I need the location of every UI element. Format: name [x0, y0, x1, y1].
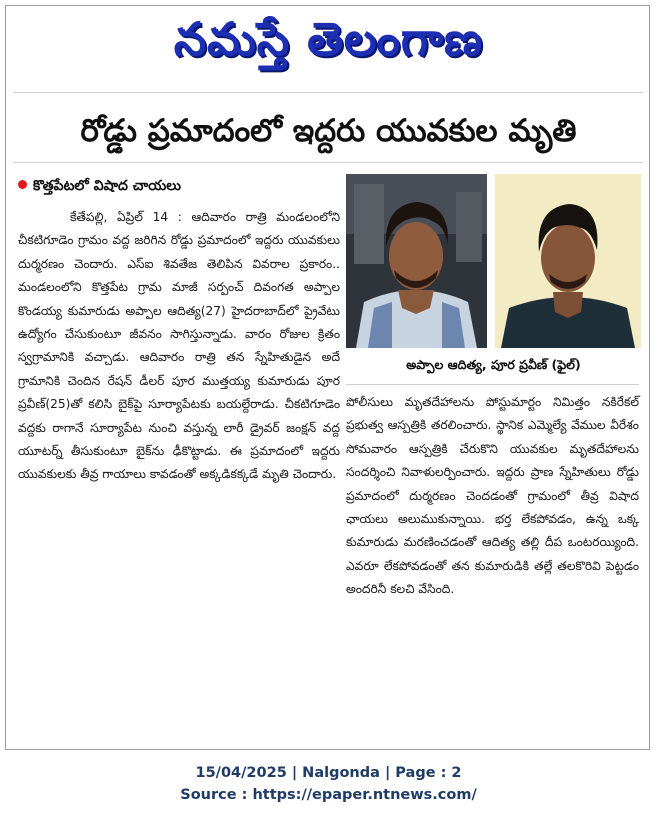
- article-subheading: [18, 176, 181, 196]
- subheading-text: కొత్తపేటలో విషాద చాయలు: [33, 178, 182, 194]
- photo-appala-aditya: [346, 174, 487, 348]
- newspaper-masthead: నమస్తే తెలంగాణ: [173, 12, 484, 66]
- body-paragraph-left: కేతేపల్లి, ఏప్రిల్ 14 : ఆదివారం రాత్రి మండలంలోని చీకటిగూడెం గ్రామం వద్ద జరిగిన రోడ్డు ప్రమాదంలో ఇద్దరు యువకులు దుర్మరణం చెందారు. ఎస్ఐ శివతేజ తెలిపిన వివరాల ప్రకారం.. మండలంలోని కొత్తపేట గ్రామ మాజీ సర్పంచ్ దివంగత అప్పాల కొండయ్య కుమారుడు అప్పాల ఆదిత్య(27) హైదరాబాద్‌లో ప్రైవేటు ఉద్యోగం చేసుకుంటూ జీవనం సాగిస్తున్నాడు. వారం రోజుల క్రితం స్వగ్రామానికి వచ్చాడు. ఆదివారం రాత్రి తన స్నేహితుడైన అదే గ్రామానికి చెందిన రేషన్ డీలర్ పూర ముత్తయ్య కుమారుడు పూర ప్రవీణ్(25)తో కలిసి బైక్‌పై సూర్యాపేటకు బయల్దేరాడు. చీకటిగూడెం వద్దకు రాగానే సూర్యాపేట నుంచి వస్తున్న లారీ డ్రైవర్ జంక్షన్ వద్ద యూటర్న్ తీసుకుంటూ బైక్‌ను ఢీకొట్టాడు. ఈ ప్రమాదంలో ఇద్దరు యువకులకు తీవ్ర గాయాలు కావడంతో అక్కడికక్కడే మృతి చెందారు.: [18, 210, 340, 482]
- photo-caption: అప్పాల ఆదిత్య, పూర ప్రవీణ్ (ఫైల్): [406, 357, 581, 372]
- article-body-right-column: [346, 384, 639, 602]
- portrait-illustration-1: [346, 174, 487, 348]
- portrait-illustration-2: [495, 174, 641, 348]
- body-paragraph-right: పోలీసులు మృతదేహాలను పోస్టుమార్టం నిమిత్తం నకిరేకల్ ప్రభుత్వ ఆస్పత్రికి తరలించారు. స్థానిక ఎమ్మెల్యే వేముల వీరేశం సోమవారం ఆస్పత్రికి చేరుకొని యువకుల మృతదేహాలను సందర్శించి నివాళులర్పించారు. ఇద్దరు ప్రాణ స్నేహితులు రోడ్డు ప్రమాదంలో దుర్మరణం చెందడంతో గ్రామంలో తీవ్ర విషాద ఛాయలు అలుముకున్నాయి. భర్త లేకపోవడం, ఉన్న ఒక్క కుమారుడు మరణించడంతో ఆదిత్య తల్లి దీప ఒంటరయ్యింది. ఎవరూ లేకపోవడంతో తన కుమారుడికి తల్లే తలకొరివి పెట్టడం అందరినీ కలచి వేసింది.: [346, 395, 639, 597]
- article-headline: రోడ్డు ప్రమాదంలో ఇద్దరు యువకుల మృతి: [80, 113, 577, 149]
- headline-divider: [14, 162, 643, 163]
- photo-poora-praveen: [495, 174, 641, 348]
- footer-edition-info: 15/04/2025 | Nalgonda | Page : 2: [195, 765, 462, 781]
- masthead-divider: [14, 92, 643, 93]
- bullet-icon: [18, 180, 27, 189]
- article-body-left-column: [18, 206, 340, 487]
- footer-source-link[interactable]: Source : https://epaper.ntnews.com/: [180, 787, 477, 803]
